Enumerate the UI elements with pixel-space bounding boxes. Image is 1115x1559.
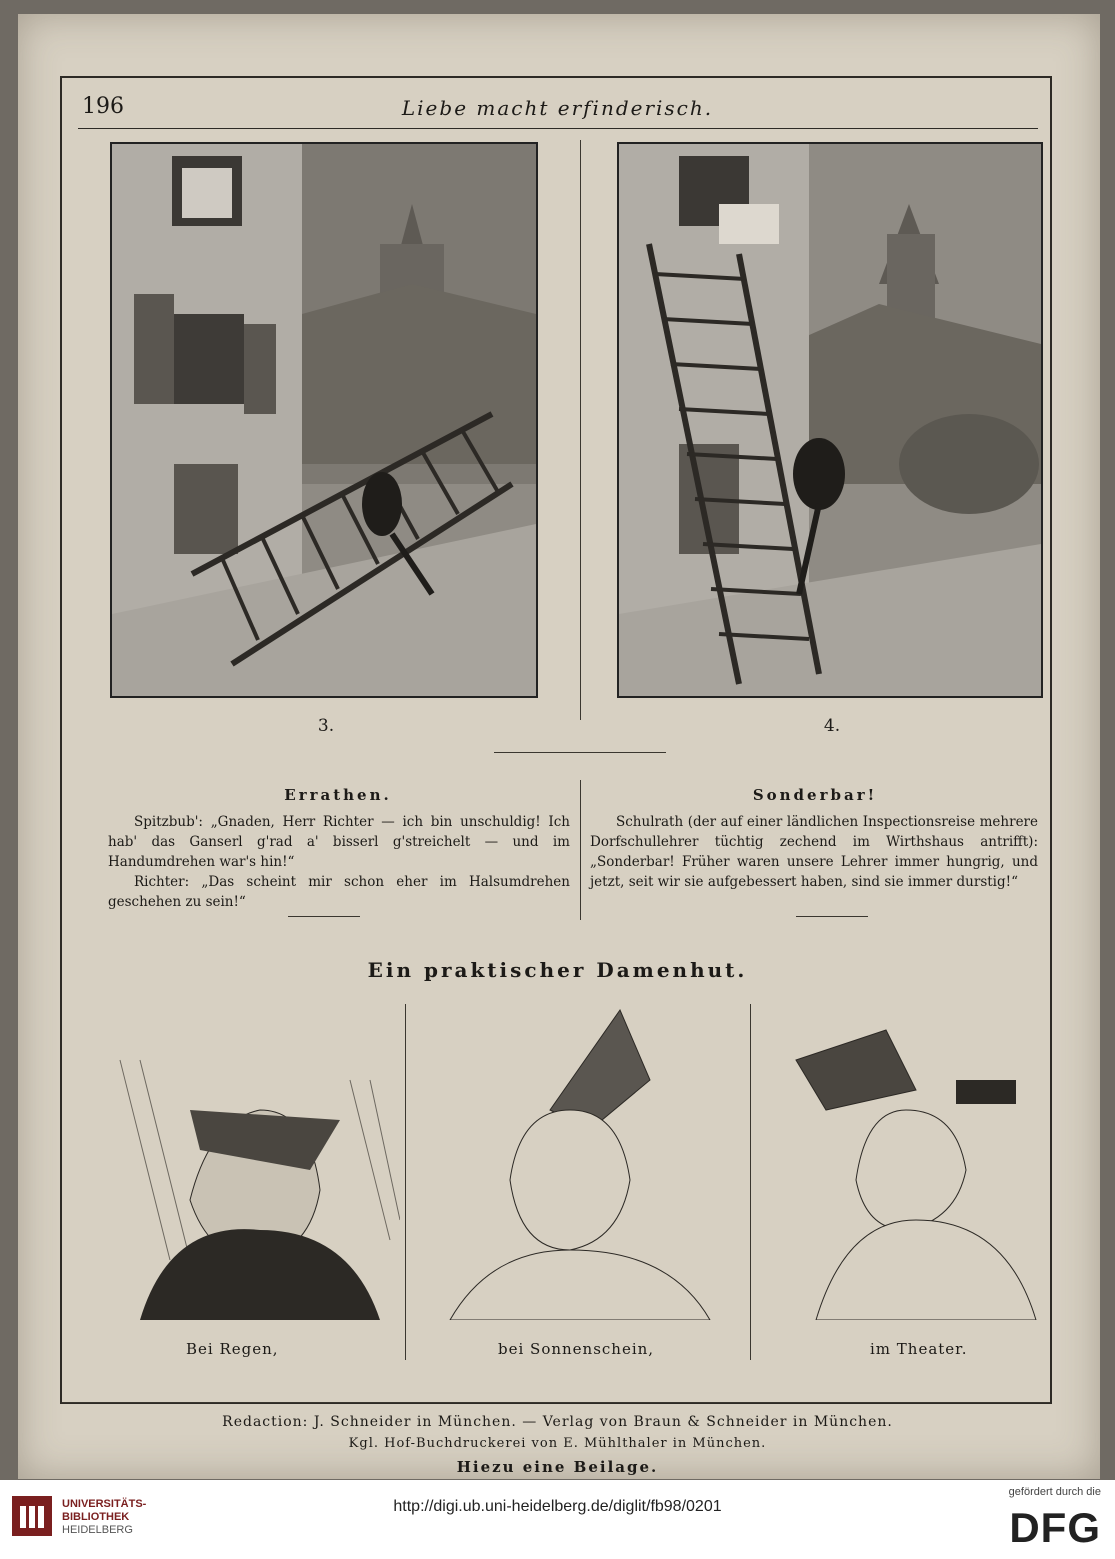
hat-panel-theatre — [756, 1000, 1040, 1370]
page-number: 196 — [82, 94, 124, 119]
section-title: Ein praktischer Damenhut. — [367, 958, 748, 982]
digitization-bar — [0, 1480, 1115, 1559]
hat-caption-rain: Bei Regen, — [186, 1340, 279, 1358]
story-end-rule — [288, 916, 360, 917]
hat-caption-sun: bei Sonnenschein, — [498, 1340, 655, 1358]
story-paragraph: Spitzbub': „Gnaden, Herr Richter — ich bin unschuldig! Ich hab' das Ganserl g'rad a' bisserl g'streichelt — und im Handumdrehen war's hin!“ — [108, 814, 570, 870]
section-rule — [494, 752, 666, 753]
sun-illustration — [410, 1000, 746, 1320]
footer-editor-line: Redaction: J. Schneider in München. — Verlag von Braun & Schneider in München. — [222, 1414, 893, 1430]
hat-panel-sun — [410, 1000, 746, 1370]
figure-number-3: 3. — [317, 716, 335, 736]
permalink-url[interactable]: http://digi.ub.uni-heidelberg.de/diglit/fb98/0201 — [393, 1498, 722, 1515]
rain-illustration — [110, 1000, 400, 1320]
story-end-rule — [796, 916, 868, 917]
story-text-sonderbar — [590, 812, 1038, 892]
story-paragraph: Richter: „Das scheint mir schon eher im Halsumdrehen geschehen zu sein!“ — [108, 874, 570, 910]
illustration-3 — [110, 142, 538, 698]
hat-divider-1 — [405, 1004, 406, 1360]
story-text-errathen — [108, 812, 570, 912]
column-divider-stories — [580, 780, 581, 920]
library-name-line3: HEIDELBERG — [62, 1524, 133, 1536]
figure-number-4: 4. — [823, 716, 841, 736]
theatre-illustration — [756, 1000, 1040, 1320]
illustration-4 — [617, 142, 1043, 698]
column-divider-top — [580, 140, 581, 720]
library-name-line1: UNIVERSITÄTS- — [62, 1498, 147, 1510]
hat-divider-2 — [750, 1004, 751, 1360]
footer-printer-line: Kgl. Hof-Buchdruckerei von E. Mühlthaler in München. — [348, 1436, 767, 1451]
footer-rule — [62, 1402, 1050, 1403]
library-name-line2: BIBLIOTHEK — [62, 1511, 130, 1523]
hat-caption-theatre: im Theater. — [870, 1340, 968, 1358]
story-title-errathen: Errathen. — [284, 786, 392, 804]
header-rule — [78, 128, 1038, 129]
funding-note: gefördert durch die — [1008, 1486, 1101, 1498]
dfg-logo[interactable]: DFG — [1009, 1504, 1101, 1551]
story-title-sonderbar: Sonderbar! — [752, 786, 878, 804]
story-paragraph: Schulrath (der auf einer ländlichen Inspectionsreise mehrere Dorfschullehrer tüchtig zechend im Wirthshaus antrifft): „Sonderbar! Früher waren unsere Lehrer immer hungrig, und jetzt, seit wir sie aufgebessert haben, sind sie immer durstig!“ — [590, 814, 1038, 890]
running-title: Liebe macht erfinderisch. — [401, 96, 714, 120]
footer-supplement-line: Hiezu eine Beilage. — [456, 1458, 659, 1476]
hat-panel-rain — [110, 1000, 400, 1370]
